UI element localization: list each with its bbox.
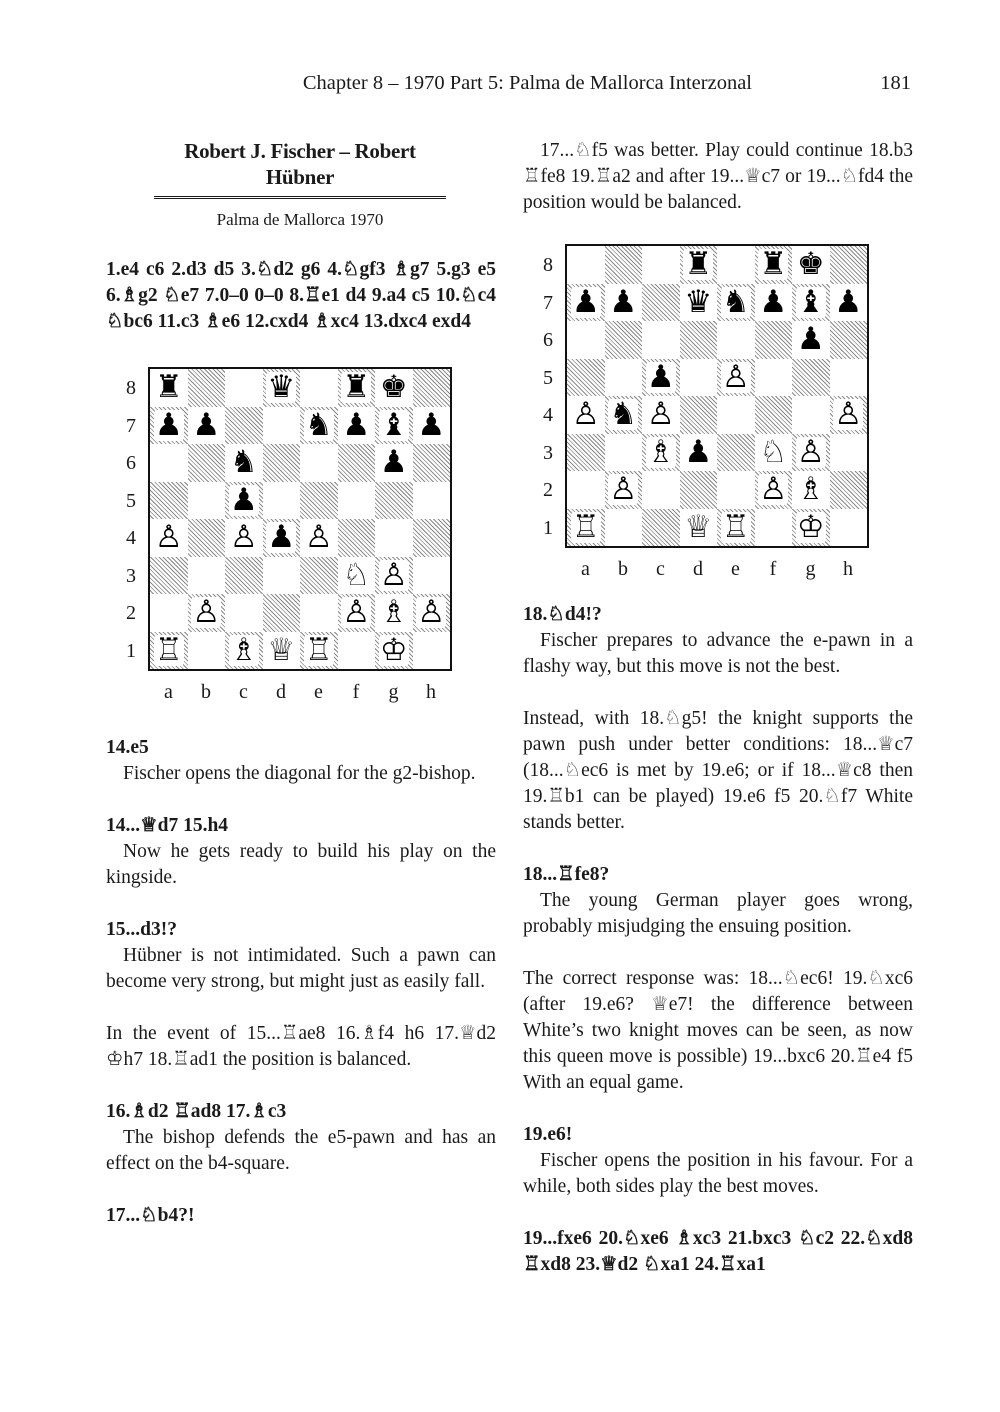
file-label: g bbox=[805, 558, 816, 580]
chess-piece-icon: ♔ bbox=[379, 631, 408, 668]
square-f7 bbox=[338, 407, 376, 445]
square-d4 bbox=[680, 396, 718, 434]
square-c3 bbox=[225, 557, 263, 595]
chess-piece-icon: ♛ bbox=[684, 283, 713, 320]
chess-piece-icon: ♙ bbox=[417, 594, 446, 631]
move-19-heading: 19.e6! bbox=[523, 1124, 573, 1145]
square-a4 bbox=[150, 519, 188, 557]
square-a5 bbox=[150, 482, 188, 520]
square-f5 bbox=[755, 359, 793, 397]
square-b2 bbox=[605, 471, 643, 509]
square-c5 bbox=[225, 482, 263, 520]
square-a2 bbox=[567, 471, 605, 509]
file-label: e bbox=[731, 558, 740, 580]
square-g3 bbox=[375, 557, 413, 595]
square-f4 bbox=[338, 519, 376, 557]
square-b2 bbox=[188, 594, 226, 632]
square-b7 bbox=[188, 407, 226, 445]
chess-piece-icon: ♙ bbox=[796, 433, 825, 470]
square-h5 bbox=[830, 359, 868, 397]
chess-piece-icon: ♟ bbox=[417, 406, 446, 443]
square-a7 bbox=[150, 407, 188, 445]
square-a5 bbox=[567, 359, 605, 397]
chess-piece-icon: ♙ bbox=[834, 396, 863, 433]
square-b7 bbox=[605, 284, 643, 322]
page-number: 181 bbox=[880, 72, 911, 94]
chess-piece-icon: ♜ bbox=[342, 369, 371, 406]
square-h8 bbox=[413, 369, 451, 407]
square-c2 bbox=[225, 594, 263, 632]
rank-label: 5 bbox=[126, 489, 136, 512]
file-label: h bbox=[426, 681, 436, 703]
square-d8 bbox=[680, 246, 718, 284]
square-g1 bbox=[375, 632, 413, 670]
chess-piece-icon: ♙ bbox=[342, 594, 371, 631]
square-f2 bbox=[755, 471, 793, 509]
chess-piece-icon: ♖ bbox=[571, 508, 600, 545]
file-label: a bbox=[164, 681, 173, 703]
chess-piece-icon: ♟ bbox=[646, 358, 675, 395]
chess-piece-icon: ♟ bbox=[609, 283, 638, 320]
chess-diagram-1 bbox=[106, 367, 446, 707]
square-c7 bbox=[225, 407, 263, 445]
square-g4 bbox=[792, 396, 830, 434]
square-b1 bbox=[605, 509, 643, 547]
chess-piece-icon: ♟ bbox=[267, 519, 296, 556]
rank-label: 6 bbox=[543, 329, 553, 351]
square-g6 bbox=[792, 321, 830, 359]
square-b3 bbox=[188, 557, 226, 595]
square-d7 bbox=[680, 284, 718, 322]
square-h6 bbox=[830, 321, 868, 359]
square-e8 bbox=[717, 246, 755, 284]
square-h4 bbox=[413, 519, 451, 557]
chess-piece-icon: ♝ bbox=[796, 283, 825, 320]
chess-piece-icon: ♛ bbox=[267, 369, 296, 406]
square-c4 bbox=[225, 519, 263, 557]
chess-piece-icon: ♖ bbox=[721, 508, 750, 545]
square-e6 bbox=[717, 321, 755, 359]
square-g7 bbox=[375, 407, 413, 445]
square-a4 bbox=[567, 396, 605, 434]
square-d4 bbox=[263, 519, 301, 557]
square-f2 bbox=[338, 594, 376, 632]
chess-piece-icon: ♙ bbox=[571, 396, 600, 433]
rank-label: 5 bbox=[543, 366, 553, 389]
rank-label: 1 bbox=[126, 639, 136, 662]
square-c8 bbox=[225, 369, 263, 407]
square-a3 bbox=[150, 557, 188, 595]
rank-label: 7 bbox=[126, 414, 136, 437]
move-14b-heading: 14...♕d7 15.h4 bbox=[106, 815, 229, 836]
move-19-comment: Fischer opens the position in his favour. For a while, both sides play the best moves. bbox=[523, 1150, 913, 1197]
file-label: a bbox=[581, 558, 590, 580]
square-b3 bbox=[605, 434, 643, 472]
square-e4 bbox=[300, 519, 338, 557]
square-b1 bbox=[188, 632, 226, 670]
square-e7 bbox=[300, 407, 338, 445]
move-17-comment: 17...♘f5 was better. Play could continue 18.b3 ♖fe8 19.♖a2 and after 19...♕c7 or 19...♘fd4 the position would be balanced. bbox=[523, 140, 913, 213]
square-c6 bbox=[642, 321, 680, 359]
square-g8 bbox=[375, 369, 413, 407]
square-d3 bbox=[263, 557, 301, 595]
game-title: Robert J. Fischer – Robert Hübner bbox=[154, 138, 446, 199]
square-g3 bbox=[792, 434, 830, 472]
move-18b-note: The correct response was: 18...♘ec6! 19.♘xc6 (after 19.e6? ♕e7! the difference between White’s two knight moves can be seen, as now this queen move is possible) 19...bxc6 20.♖e4 f5 With an equal game. bbox=[523, 968, 913, 1093]
square-h2 bbox=[830, 471, 868, 509]
square-h2 bbox=[413, 594, 451, 632]
chess-piece-icon: ♝ bbox=[379, 406, 408, 443]
square-h5 bbox=[413, 482, 451, 520]
chess-piece-icon: ♕ bbox=[684, 508, 713, 545]
chess-piece-icon: ♙ bbox=[759, 471, 788, 508]
square-a3 bbox=[567, 434, 605, 472]
square-f3 bbox=[338, 557, 376, 595]
square-f4 bbox=[755, 396, 793, 434]
square-a2 bbox=[150, 594, 188, 632]
square-c6 bbox=[225, 444, 263, 482]
square-h7 bbox=[830, 284, 868, 322]
rank-label: 8 bbox=[126, 377, 136, 399]
chess-piece-icon: ♟ bbox=[192, 406, 221, 443]
chess-piece-icon: ♙ bbox=[721, 358, 750, 395]
square-g7 bbox=[792, 284, 830, 322]
right-column bbox=[523, 138, 913, 1278]
square-d6 bbox=[263, 444, 301, 482]
chess-piece-icon: ♟ bbox=[834, 283, 863, 320]
square-d3 bbox=[680, 434, 718, 472]
square-d6 bbox=[680, 321, 718, 359]
square-e1 bbox=[300, 632, 338, 670]
square-h1 bbox=[413, 632, 451, 670]
chess-board bbox=[565, 244, 869, 548]
square-h3 bbox=[830, 434, 868, 472]
chess-piece-icon: ♞ bbox=[721, 283, 750, 320]
file-label: c bbox=[239, 681, 248, 703]
chess-piece-icon: ♟ bbox=[684, 433, 713, 470]
square-e7 bbox=[717, 284, 755, 322]
square-d8 bbox=[263, 369, 301, 407]
square-c4 bbox=[642, 396, 680, 434]
square-e6 bbox=[300, 444, 338, 482]
rank-label: 8 bbox=[543, 254, 553, 276]
square-g5 bbox=[792, 359, 830, 397]
chess-piece-icon: ♟ bbox=[796, 321, 825, 358]
rank-label: 3 bbox=[543, 441, 553, 464]
left-column bbox=[106, 138, 496, 1229]
square-f3 bbox=[755, 434, 793, 472]
move-17-heading: 17...♘b4?! bbox=[106, 1205, 195, 1226]
chess-piece-icon: ♟ bbox=[154, 406, 183, 443]
chess-piece-icon: ♙ bbox=[379, 556, 408, 593]
square-b5 bbox=[188, 482, 226, 520]
square-d5 bbox=[680, 359, 718, 397]
square-g1 bbox=[792, 509, 830, 547]
chess-piece-icon: ♗ bbox=[796, 471, 825, 508]
square-b8 bbox=[605, 246, 643, 284]
square-a8 bbox=[150, 369, 188, 407]
rank-label: 3 bbox=[126, 564, 136, 587]
file-label: h bbox=[843, 558, 853, 580]
square-c1 bbox=[225, 632, 263, 670]
square-c3 bbox=[642, 434, 680, 472]
file-label: e bbox=[314, 681, 323, 703]
chess-piece-icon: ♙ bbox=[609, 471, 638, 508]
move-16-heading: 16.♗d2 ♖ad8 17.♗c3 bbox=[106, 1101, 287, 1122]
square-d1 bbox=[263, 632, 301, 670]
square-a1 bbox=[567, 509, 605, 547]
move-14-comment: Fischer opens the diagonal for the g2-bishop. bbox=[123, 763, 476, 784]
chess-piece-icon: ♗ bbox=[229, 631, 258, 668]
square-g8 bbox=[792, 246, 830, 284]
square-h1 bbox=[830, 509, 868, 547]
chess-diagram-2 bbox=[523, 244, 863, 584]
move-14b-comment: Now he gets ready to build his play on the kingside. bbox=[106, 841, 496, 888]
square-g2 bbox=[375, 594, 413, 632]
square-e2 bbox=[717, 471, 755, 509]
square-e3 bbox=[717, 434, 755, 472]
square-f6 bbox=[755, 321, 793, 359]
square-e8 bbox=[300, 369, 338, 407]
square-e2 bbox=[300, 594, 338, 632]
move-18-comment: Fischer prepares to advance the e-pawn in a flashy way, but this move is not the best. bbox=[523, 630, 913, 677]
chess-piece-icon: ♜ bbox=[684, 246, 713, 283]
opening-moves: 1.e4 c6 2.d3 d5 3.♘d2 g6 4.♘gf3 ♗g7 5.g3 e5 6.♗g2 ♘e7 7.0–0 0–0 8.♖e1 d4 9.a4 c5 10.♘c4 ♘bc6 11.c3 ♗e6 12.cxd4 ♗xc4 13.dxc4 exd4 bbox=[106, 259, 496, 332]
square-f8 bbox=[338, 369, 376, 407]
square-e5 bbox=[300, 482, 338, 520]
rank-label: 6 bbox=[126, 452, 136, 474]
square-h6 bbox=[413, 444, 451, 482]
move-14-heading: 14.e5 bbox=[106, 737, 149, 758]
chess-piece-icon: ♖ bbox=[304, 631, 333, 668]
chess-piece-icon: ♔ bbox=[796, 508, 825, 545]
chess-piece-icon: ♜ bbox=[154, 369, 183, 406]
square-a1 bbox=[150, 632, 188, 670]
chess-piece-icon: ♚ bbox=[796, 246, 825, 283]
square-g5 bbox=[375, 482, 413, 520]
file-label: d bbox=[276, 681, 286, 703]
square-f1 bbox=[755, 509, 793, 547]
move-15-heading: 15...d3!? bbox=[106, 919, 177, 940]
chess-piece-icon: ♙ bbox=[192, 594, 221, 631]
chess-piece-icon: ♜ bbox=[759, 246, 788, 283]
chess-piece-icon: ♞ bbox=[229, 444, 258, 481]
chess-piece-icon: ♟ bbox=[342, 406, 371, 443]
chess-piece-icon: ♗ bbox=[379, 594, 408, 631]
rank-label: 7 bbox=[543, 291, 553, 314]
square-b4 bbox=[605, 396, 643, 434]
square-a6 bbox=[150, 444, 188, 482]
square-c8 bbox=[642, 246, 680, 284]
file-label: c bbox=[656, 558, 665, 580]
chess-board bbox=[148, 367, 452, 671]
square-f7 bbox=[755, 284, 793, 322]
moves-19-24: 19...fxe6 20.♘xe6 ♗xc3 21.bxc3 ♘c2 22.♘xd8 ♖xd8 23.♕d2 ♘xa1 24.♖xa1 bbox=[523, 1228, 913, 1275]
move-18b-heading: 18...♖fe8? bbox=[523, 864, 610, 885]
chess-piece-icon: ♙ bbox=[646, 396, 675, 433]
square-h8 bbox=[830, 246, 868, 284]
rank-label: 2 bbox=[543, 479, 553, 501]
chess-piece-icon: ♕ bbox=[267, 631, 296, 668]
square-d7 bbox=[263, 407, 301, 445]
chess-piece-icon: ♟ bbox=[759, 283, 788, 320]
file-label: d bbox=[693, 558, 703, 580]
move-15-note: In the event of 15...♖ae8 16.♗f4 h6 17.♕d2 ♔h7 18.♖ad1 the position is balanced. bbox=[106, 1023, 496, 1070]
square-f5 bbox=[338, 482, 376, 520]
square-f6 bbox=[338, 444, 376, 482]
square-c2 bbox=[642, 471, 680, 509]
file-label: f bbox=[352, 681, 360, 703]
chess-piece-icon: ♙ bbox=[304, 519, 333, 556]
file-label: g bbox=[388, 681, 399, 703]
square-d5 bbox=[263, 482, 301, 520]
chapter-title: Chapter 8 – 1970 Part 5: Palma de Mallorca Interzonal bbox=[302, 72, 752, 94]
square-a8 bbox=[567, 246, 605, 284]
square-a6 bbox=[567, 321, 605, 359]
file-label: b bbox=[618, 558, 628, 580]
rank-label: 4 bbox=[543, 404, 553, 426]
square-a7 bbox=[567, 284, 605, 322]
square-f1 bbox=[338, 632, 376, 670]
game-venue: Palma de Mallorca 1970 bbox=[216, 210, 384, 229]
square-h4 bbox=[830, 396, 868, 434]
square-c5 bbox=[642, 359, 680, 397]
file-label: b bbox=[201, 681, 211, 703]
square-f8 bbox=[755, 246, 793, 284]
square-e4 bbox=[717, 396, 755, 434]
chess-piece-icon: ♚ bbox=[379, 369, 408, 406]
chess-piece-icon: ♟ bbox=[571, 283, 600, 320]
square-e5 bbox=[717, 359, 755, 397]
square-b5 bbox=[605, 359, 643, 397]
move-18b-comment: The young German player goes wrong, probably misjudging the ensuing position. bbox=[523, 890, 913, 937]
square-h7 bbox=[413, 407, 451, 445]
chess-piece-icon: ♞ bbox=[304, 406, 333, 443]
square-h3 bbox=[413, 557, 451, 595]
square-g2 bbox=[792, 471, 830, 509]
square-d2 bbox=[680, 471, 718, 509]
square-b4 bbox=[188, 519, 226, 557]
square-e3 bbox=[300, 557, 338, 595]
square-g6 bbox=[375, 444, 413, 482]
running-header bbox=[0, 72, 1000, 102]
chess-piece-icon: ♘ bbox=[342, 556, 371, 593]
move-15-comment: Hübner is not intimidated. Such a pawn can become very strong, but might just as easily fall. bbox=[106, 945, 496, 992]
rank-label: 4 bbox=[126, 527, 136, 549]
square-e1 bbox=[717, 509, 755, 547]
chess-piece-icon: ♙ bbox=[229, 519, 258, 556]
square-g4 bbox=[375, 519, 413, 557]
square-c7 bbox=[642, 284, 680, 322]
move-18-note: Instead, with 18.♘g5! the knight supports the pawn push under better conditions: 18...♕c7 (18...♘ec6 is met by 19.e6; or if 18...♕c8 then 19.♖b1 can be played) 19.e6 f5 20.♘f7 White stands better. bbox=[523, 708, 913, 833]
chess-piece-icon: ♘ bbox=[759, 433, 788, 470]
chess-piece-icon: ♙ bbox=[154, 519, 183, 556]
rank-label: 2 bbox=[126, 602, 136, 624]
chess-piece-icon: ♟ bbox=[379, 444, 408, 481]
square-d1 bbox=[680, 509, 718, 547]
move-18-heading: 18.♘d4!? bbox=[523, 604, 602, 625]
chess-piece-icon: ♗ bbox=[646, 433, 675, 470]
move-16-comment: The bishop defends the e5-pawn and has an effect on the b4-square. bbox=[106, 1127, 496, 1174]
file-label: f bbox=[769, 558, 777, 580]
square-b6 bbox=[605, 321, 643, 359]
square-d2 bbox=[263, 594, 301, 632]
square-c1 bbox=[642, 509, 680, 547]
chess-piece-icon: ♖ bbox=[154, 631, 183, 668]
square-b6 bbox=[188, 444, 226, 482]
chess-piece-icon: ♟ bbox=[229, 481, 258, 518]
square-b8 bbox=[188, 369, 226, 407]
chess-piece-icon: ♞ bbox=[609, 396, 638, 433]
rank-label: 1 bbox=[543, 516, 553, 539]
